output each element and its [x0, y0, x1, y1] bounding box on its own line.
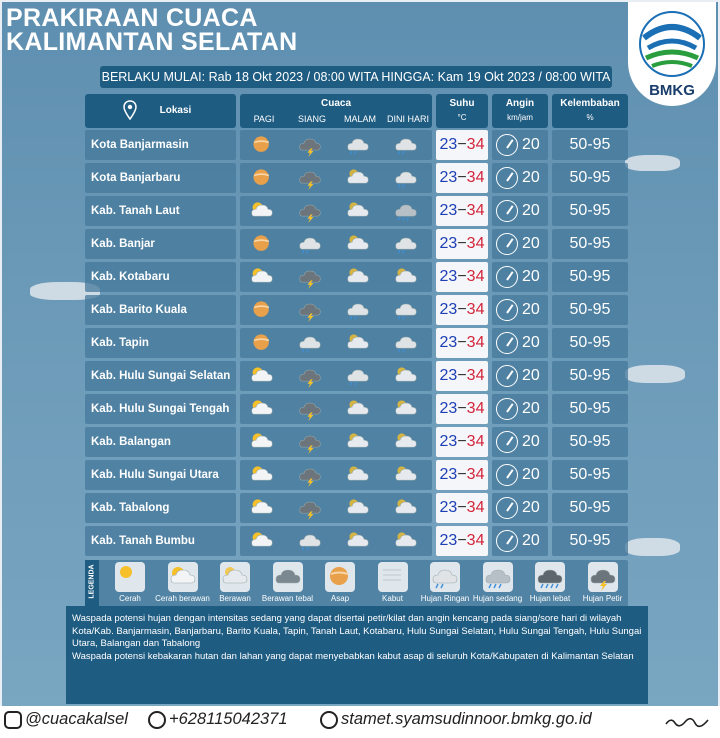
wind-direction-icon [496, 134, 518, 156]
legend-label: Hujan Ringan [420, 594, 470, 603]
title-line-2: KALIMANTAN SELATAN [6, 28, 298, 56]
background-cloud [625, 365, 685, 383]
temp-min: 23 [439, 301, 458, 318]
temp-max: 34 [466, 202, 485, 219]
hujan-lebat-icon [535, 562, 565, 592]
table-row [85, 328, 628, 358]
legend [85, 560, 628, 608]
wind-cell [492, 130, 548, 160]
temp-min: 23 [439, 499, 458, 516]
cerah-berawan-icon [249, 364, 275, 388]
temperature-range [436, 394, 488, 424]
berawan-icon [393, 430, 419, 454]
wind-speed: 20 [522, 268, 540, 285]
temp-separator: − [457, 268, 467, 285]
legend-item [420, 562, 470, 603]
berawan-icon [345, 397, 371, 421]
hujan-ringan-icon [393, 133, 419, 157]
hujan-ringan-icon [345, 298, 371, 322]
hujan-petir-icon [297, 265, 323, 289]
humidity: 50-95 [552, 460, 628, 490]
hujan-petir-icon [297, 496, 323, 520]
wind-direction-icon [496, 266, 518, 288]
hujan-petir-icon [297, 298, 323, 322]
legend-item [315, 562, 365, 603]
temp-max: 34 [466, 136, 485, 153]
temp-separator: − [457, 466, 467, 483]
cerah-berawan-icon [249, 529, 275, 553]
asap-icon [249, 331, 275, 355]
wind-speed: 20 [522, 499, 540, 516]
temp-separator: − [457, 301, 467, 318]
wind-cell [492, 196, 548, 226]
humidity: 50-95 [552, 394, 628, 424]
hujan-petir-icon [297, 364, 323, 388]
bmkg-emblem-icon [636, 8, 708, 78]
hujan-ringan-icon [393, 232, 419, 256]
cerah-berawan-icon [249, 496, 275, 520]
temperature-range [436, 427, 488, 457]
location-name: Kab. Barito Kuala [85, 295, 236, 325]
asap-icon [249, 166, 275, 190]
humidity: 50-95 [552, 427, 628, 457]
wind-cell [492, 394, 548, 424]
footer-instagram[interactable] [4, 710, 128, 729]
berawan-icon [345, 463, 371, 487]
location-name: Kab. Kotabaru [85, 262, 236, 292]
temperature-range [436, 361, 488, 391]
berawan-icon [345, 430, 371, 454]
temp-min: 23 [439, 400, 458, 417]
table-row [85, 394, 628, 424]
legend-label: Asap [330, 594, 350, 603]
berawan-icon [345, 496, 371, 520]
temp-max: 34 [466, 334, 485, 351]
temp-min: 23 [439, 367, 458, 384]
weather-cells [240, 526, 432, 556]
temp-separator: − [457, 169, 467, 186]
warning-text-2: Waspada potensi kebakaran hutan dan lahan yang dapat menyebabkan kabut asap di seluruh Kota/Kabupaten di Kalimantan Selatan [72, 650, 634, 662]
legend-item [263, 562, 313, 603]
lokasi-header [85, 94, 236, 128]
berawan-icon [345, 166, 371, 190]
wind-cell [492, 229, 548, 259]
table-row [85, 493, 628, 523]
temp-max: 34 [466, 268, 485, 285]
signature-icon [665, 716, 709, 728]
wind-direction-icon [496, 497, 518, 519]
temp-min: 23 [439, 466, 458, 483]
hujan-sedang-icon [483, 562, 513, 592]
temp-max: 34 [466, 301, 485, 318]
weather-cells [240, 427, 432, 457]
humidity: 50-95 [552, 196, 628, 226]
wind-direction-icon [496, 464, 518, 486]
hujan-ringan-icon [393, 331, 419, 355]
legend-item [368, 562, 418, 603]
location-name: Kota Banjarbaru [85, 163, 236, 193]
hujan-ringan-icon [345, 133, 371, 157]
suhu-unit: °C [457, 113, 467, 122]
warning-text-1: Waspada potensi hujan dengan intensitas sedang yang dapat disertai petir/kilat dan angin kencang pada siang/sore hari di wilayah Kota/Kab. Banjarmasin, Banjarbaru, Barito Kuala, Tapin, Tanah Laut, Kotabaru, Hulu Sungai Selatan, Hulu Sungai Tengah, Hulu Sungai Utara, Balangan dan Tabalong [72, 613, 642, 649]
temp-min: 23 [439, 268, 458, 285]
weather-cells [240, 196, 432, 226]
instagram-handle: @cuacakalsel [25, 710, 128, 728]
website-url: stamet.syamsudinnoor.bmkg.go.id [341, 710, 592, 728]
wind-direction-icon [496, 530, 518, 552]
weather-cells [240, 130, 432, 160]
period-dini-hari: DINI HARI [386, 114, 429, 124]
temp-min: 23 [439, 202, 458, 219]
wind-direction-icon [496, 233, 518, 255]
cerah-icon [115, 562, 145, 592]
temp-min: 23 [439, 433, 458, 450]
bmkg-logo [628, 2, 716, 106]
period-malam: MALAM [343, 114, 376, 124]
temperature-range [436, 493, 488, 523]
asap-icon [325, 562, 355, 592]
hujan-petir-icon [588, 562, 618, 592]
asap-icon [249, 133, 275, 157]
weather-cells [240, 295, 432, 325]
temp-max: 34 [466, 169, 485, 186]
location-name: Kab. Banjar [85, 229, 236, 259]
table-row [85, 460, 628, 490]
wind-direction-icon [496, 398, 518, 420]
temperature-range [436, 163, 488, 193]
asap-icon [249, 232, 275, 256]
kelembaban-unit: % [586, 113, 594, 122]
angin-unit: km/jam [507, 113, 533, 122]
legend-label: Cerah [119, 594, 141, 603]
cerah-berawan-icon [168, 562, 198, 592]
legend-item [473, 562, 523, 603]
wind-speed: 20 [522, 367, 540, 384]
cerah-berawan-icon [249, 397, 275, 421]
hujan-ringan-icon [297, 232, 323, 256]
berawan-icon [345, 199, 371, 223]
weather-cells [240, 229, 432, 259]
temp-separator: − [457, 433, 467, 450]
humidity: 50-95 [552, 295, 628, 325]
warning-panel [66, 606, 648, 704]
table-row [85, 163, 628, 193]
weather-cells [240, 493, 432, 523]
hujan-ringan-icon [393, 166, 419, 190]
hujan-petir-icon [297, 133, 323, 157]
legend-label: Berawan [219, 594, 251, 603]
temp-min: 23 [439, 169, 458, 186]
temp-separator: − [457, 532, 467, 549]
weather-cells [240, 328, 432, 358]
berawan-icon [345, 529, 371, 553]
wind-speed: 20 [522, 169, 540, 186]
wind-speed: 20 [522, 136, 540, 153]
table-row [85, 229, 628, 259]
background-cloud [625, 538, 680, 556]
kelembaban-label: Kelembaban [560, 98, 620, 109]
temperature-range [436, 229, 488, 259]
legend-label: Berawan tebal [261, 594, 314, 603]
wind-speed: 20 [522, 400, 540, 417]
location-name: Kab. Hulu Sungai Utara [85, 460, 236, 490]
suhu-header [436, 94, 488, 128]
location-name: Kab. Tapin [85, 328, 236, 358]
table-row [85, 196, 628, 226]
temperature-range [436, 460, 488, 490]
temp-max: 34 [466, 466, 485, 483]
wind-cell [492, 163, 548, 193]
temperature-range [436, 196, 488, 226]
cuaca-label: Cuaca [320, 98, 351, 109]
humidity: 50-95 [552, 229, 628, 259]
wind-cell [492, 427, 548, 457]
cerah-berawan-icon [249, 199, 275, 223]
globe-icon [320, 711, 338, 729]
legend-item [155, 562, 210, 603]
temp-max: 34 [466, 400, 485, 417]
location-name: Kab. Tabalong [85, 493, 236, 523]
wind-speed: 20 [522, 235, 540, 252]
period-siang: SIANG [297, 114, 326, 124]
bmkg-logo-text: BMKG [649, 82, 695, 99]
angin-header [492, 94, 548, 128]
legend-label: Cerah berawan [155, 594, 210, 603]
table-row [85, 262, 628, 292]
footer-whatsapp[interactable] [148, 710, 288, 729]
temp-separator: − [457, 334, 467, 351]
background-cloud [625, 155, 680, 171]
temp-max: 34 [466, 499, 485, 516]
table-row [85, 427, 628, 457]
temp-separator: − [457, 367, 467, 384]
wind-cell [492, 262, 548, 292]
location-name: Kota Banjarmasin [85, 130, 236, 160]
validity-period: BERLAKU MULAI: Rab 18 Okt 2023 / 08:00 WITA HINGGA: Kam 19 Okt 2023 / 08:00 WITA [100, 66, 612, 88]
temp-min: 23 [439, 532, 458, 549]
location-name: Kab. Tanah Laut [85, 196, 236, 226]
humidity: 50-95 [552, 361, 628, 391]
temp-min: 23 [439, 136, 458, 153]
wind-speed: 20 [522, 466, 540, 483]
temp-separator: − [457, 235, 467, 252]
hujan-ringan-icon [297, 529, 323, 553]
hujan-ringan-icon [345, 364, 371, 388]
temperature-range [436, 262, 488, 292]
temp-separator: − [457, 202, 467, 219]
cerah-berawan-icon [249, 265, 275, 289]
berawan-icon [393, 496, 419, 520]
wind-direction-icon [496, 299, 518, 321]
wind-speed: 20 [522, 202, 540, 219]
legend-label: Kabut [382, 594, 403, 603]
temp-separator: − [457, 499, 467, 516]
legend-item [578, 562, 628, 603]
wind-cell [492, 493, 548, 523]
humidity: 50-95 [552, 130, 628, 160]
cerah-berawan-icon [249, 463, 275, 487]
berawan-icon [345, 331, 371, 355]
wind-direction-icon [496, 200, 518, 222]
temperature-range [436, 130, 488, 160]
temperature-range [436, 526, 488, 556]
legend-item [210, 562, 260, 603]
wind-speed: 20 [522, 532, 540, 549]
temp-separator: − [457, 400, 467, 417]
location-name: Kab. Tanah Bumbu [85, 526, 236, 556]
hujan-ringan-icon [393, 298, 419, 322]
location-name: Kab. Hulu Sungai Tengah [85, 394, 236, 424]
period-pagi: PAGI [253, 114, 275, 124]
berawan-icon [393, 463, 419, 487]
wind-speed: 20 [522, 334, 540, 351]
wind-speed: 20 [522, 433, 540, 450]
hujan-petir-icon [297, 463, 323, 487]
kabut-icon [378, 562, 408, 592]
weather-cells [240, 394, 432, 424]
legend-label: Hujan Petir [582, 594, 623, 603]
footer [0, 706, 720, 738]
wind-cell [492, 361, 548, 391]
location-name: Kab. Hulu Sungai Selatan [85, 361, 236, 391]
cuaca-header [240, 94, 432, 128]
berawan-icon [393, 529, 419, 553]
legend-tag-label: LEGENDA [88, 564, 96, 599]
hujan-petir-icon [297, 166, 323, 190]
legend-label: Hujan sedang [472, 594, 523, 603]
table-row [85, 130, 628, 160]
temp-max: 34 [466, 367, 485, 384]
table-row [85, 526, 628, 556]
whatsapp-icon [148, 711, 166, 729]
temp-min: 23 [439, 334, 458, 351]
page-title [6, 6, 297, 54]
temperature-range [436, 295, 488, 325]
hujan-petir-icon [297, 199, 323, 223]
temp-max: 34 [466, 433, 485, 450]
hujan-ringan-icon [430, 562, 460, 592]
legend-item [105, 562, 155, 603]
berawan-icon [345, 232, 371, 256]
wind-direction-icon [496, 365, 518, 387]
wind-cell [492, 460, 548, 490]
hujan-ringan-icon [297, 331, 323, 355]
weather-cells [240, 460, 432, 490]
weather-cells [240, 262, 432, 292]
legend-tag [85, 560, 99, 608]
wind-cell [492, 526, 548, 556]
weather-cells [240, 163, 432, 193]
whatsapp-number: +628115042371 [169, 710, 288, 728]
temp-max: 34 [466, 235, 485, 252]
lokasi-label: Lokasi [159, 105, 192, 116]
table-row [85, 295, 628, 325]
humidity: 50-95 [552, 262, 628, 292]
footer-website[interactable] [320, 710, 592, 729]
humidity: 50-95 [552, 328, 628, 358]
instagram-icon [4, 711, 22, 729]
berawan-icon [393, 397, 419, 421]
berawan-icon [220, 562, 250, 592]
wind-direction-icon [496, 431, 518, 453]
hujan-sedang-icon [393, 199, 419, 223]
angin-label: Angin [505, 98, 535, 109]
weather-cells [240, 361, 432, 391]
berawan-tebal-icon [273, 562, 303, 592]
table-row [85, 361, 628, 391]
temp-max: 34 [466, 532, 485, 549]
wind-direction-icon [496, 332, 518, 354]
humidity: 50-95 [552, 163, 628, 193]
wind-direction-icon [496, 167, 518, 189]
legend-item [525, 562, 575, 603]
temp-separator: − [457, 136, 467, 153]
asap-icon [249, 298, 275, 322]
hujan-petir-icon [297, 397, 323, 421]
humidity: 50-95 [552, 493, 628, 523]
berawan-icon [393, 265, 419, 289]
suhu-label: Suhu [449, 98, 475, 109]
berawan-icon [345, 265, 371, 289]
cerah-berawan-icon [249, 430, 275, 454]
temperature-range [436, 328, 488, 358]
title-line-1: PRAKIRAAN CUACA [6, 4, 258, 32]
kelembaban-header [552, 94, 628, 128]
period-labels [240, 114, 432, 124]
temp-min: 23 [439, 235, 458, 252]
wind-cell [492, 328, 548, 358]
location-name: Kab. Balangan [85, 427, 236, 457]
wind-speed: 20 [522, 301, 540, 318]
hujan-petir-icon [297, 430, 323, 454]
humidity: 50-95 [552, 526, 628, 556]
wind-cell [492, 295, 548, 325]
berawan-icon [393, 364, 419, 388]
legend-label: Hujan lebat [529, 594, 571, 603]
